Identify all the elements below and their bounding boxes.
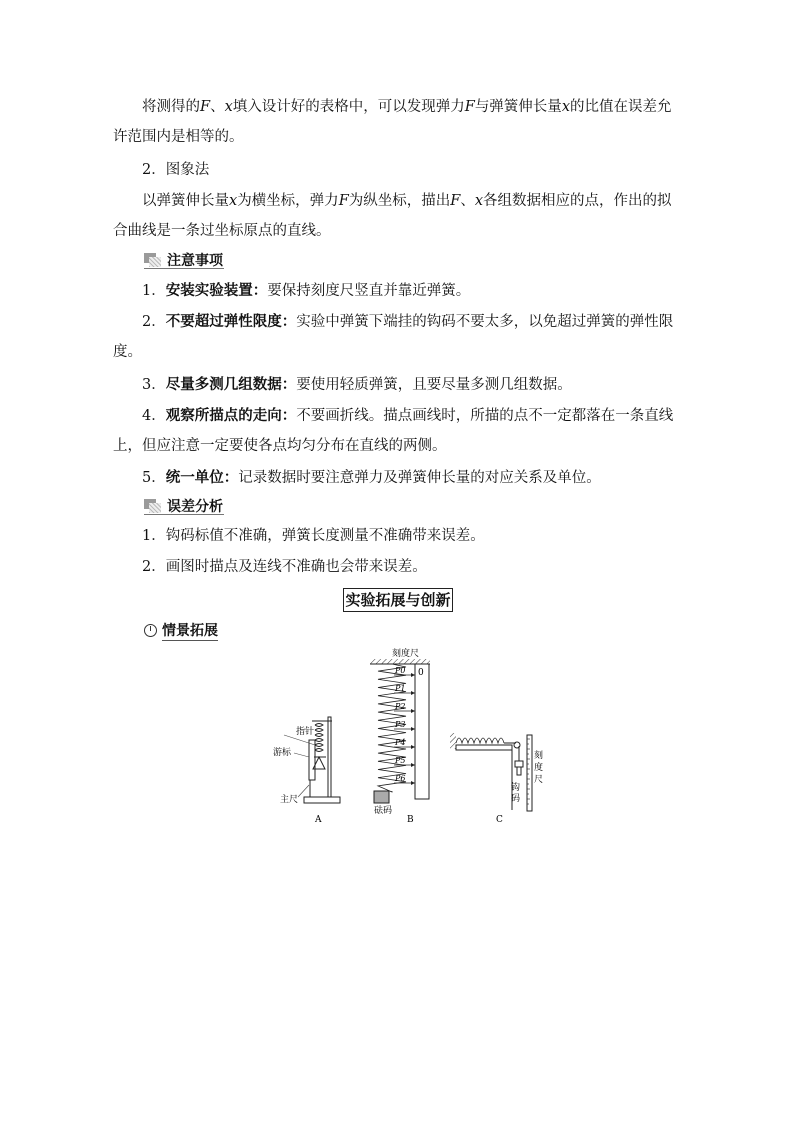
var-F: F [464,99,475,115]
point-label: P6 [395,774,406,783]
section-marker-icon [144,499,162,513]
apparatus-c [450,733,543,825]
point-marker-arrow [411,691,415,695]
weight-b [374,791,389,803]
experiment-figure [270,645,560,830]
text-run: 各组数据相应的点，作出的拟合曲线是一条过坐标原点的直线。 [113,193,672,239]
label-vernier: 游标 [273,748,292,758]
ruler-c [527,735,532,811]
hook-weight [515,761,523,767]
note-item-4: 4．观察所描点的走向：不要画折线。描点画线时，所描的点不一定都落在一条直线上，但应注意一定要使各点均匀分布在直线的两侧。 [113,407,674,454]
clock-icon [144,624,157,637]
label-ruler-b: 刻度尺 [392,649,420,659]
point-label: P4 [395,738,406,747]
label-main-ruler: 主尺 [280,795,299,805]
section-underline [144,268,224,269]
point-marker-arrow [411,727,415,731]
section-title: 误差分析 [167,499,223,515]
apparatus-b [370,647,430,825]
text-run: 、 [210,99,225,115]
text-run: 、 [460,193,475,209]
paragraph-graph [113,186,683,246]
var-F: F [450,193,461,209]
point-markers [394,666,415,785]
label-weight-b: 砝码 [374,806,393,816]
label-zero: 0 [418,668,424,678]
label-c: C [496,815,503,825]
banner-title: 实验拓展与创新 [343,588,453,612]
point-marker-arrow [411,781,415,785]
note-item-5: 5．统一单位：记录数据时要注意弹力及弹簧伸长量的对应关系及单位。 [142,469,601,486]
text-run: 填入设计好的表格中，可以发现弹力 [232,99,465,115]
point-label: P1 [395,684,406,693]
text-run: 的比值在误差允许范围内是相等的。 [113,99,672,145]
section-heading-notes [144,250,223,270]
section-title: 注意事项 [167,253,223,269]
ruler-a [309,740,315,780]
note-item-2: 2．不要超过弹性限度：实验中弹簧下端挂的钩码不要太多，以免超过弹簧的弹性限度。 [113,313,674,360]
error-item-2: 2．画图时描点及连线不准确也会带来误差。 [142,559,427,575]
section-marker-icon [144,253,162,267]
label-a: A [315,815,322,825]
spring-a [315,724,323,752]
text-run: 为纵坐标，描出 [348,193,451,209]
point-label: P2 [395,702,406,711]
point-marker-arrow [411,763,415,767]
text-run: 为横坐标，弹力 [237,193,339,209]
ruler-b [415,664,429,799]
section-title: 情景拓展 [162,620,218,641]
var-x: x [561,99,570,115]
section-heading-errors [144,496,223,516]
stand-base [304,797,340,803]
label-pointer: 指针 [296,727,315,737]
var-x: x [229,193,238,209]
label-hook: 钩码 [511,783,521,804]
var-x: x [474,193,483,209]
point-label: P3 [395,720,406,729]
apparatus-a [273,717,340,825]
spring-c [456,738,504,743]
section-underline [144,514,224,515]
text-run: 以弹簧伸长量 [142,193,229,209]
heading-graph-method: 2．图象法 [142,162,210,178]
text-run: 与弹簧伸长量 [474,99,562,115]
ceiling-b [370,659,430,664]
wall-c [450,733,456,749]
table-c [456,745,512,750]
point-marker-arrow [411,673,415,677]
point-label: P5 [395,756,406,765]
label-ruler-c: 刻度尺 [534,751,544,785]
text-run: 将测得的 [142,99,200,115]
paragraph-ratio [113,92,683,152]
section-heading-scenario [144,620,218,641]
var-x: x [224,99,233,115]
var-F: F [200,99,211,115]
point-marker-arrow [411,709,415,713]
note-item-1: 1．安装实验装置：要保持刻度尺竖直并靠近弹簧。 [142,282,471,299]
point-label: P0 [395,666,406,675]
stand-pole [328,717,331,797]
note-item-3: 3．尽量多测几组数据：要使用轻质弹簧，且要尽量多测几组数据。 [142,376,572,393]
label-b: B [407,815,414,825]
error-item-1: 1．钩码标值不准确，弹簧长度测量不准确带来误差。 [142,528,485,544]
var-F: F [338,193,349,209]
point-marker-arrow [411,745,415,749]
